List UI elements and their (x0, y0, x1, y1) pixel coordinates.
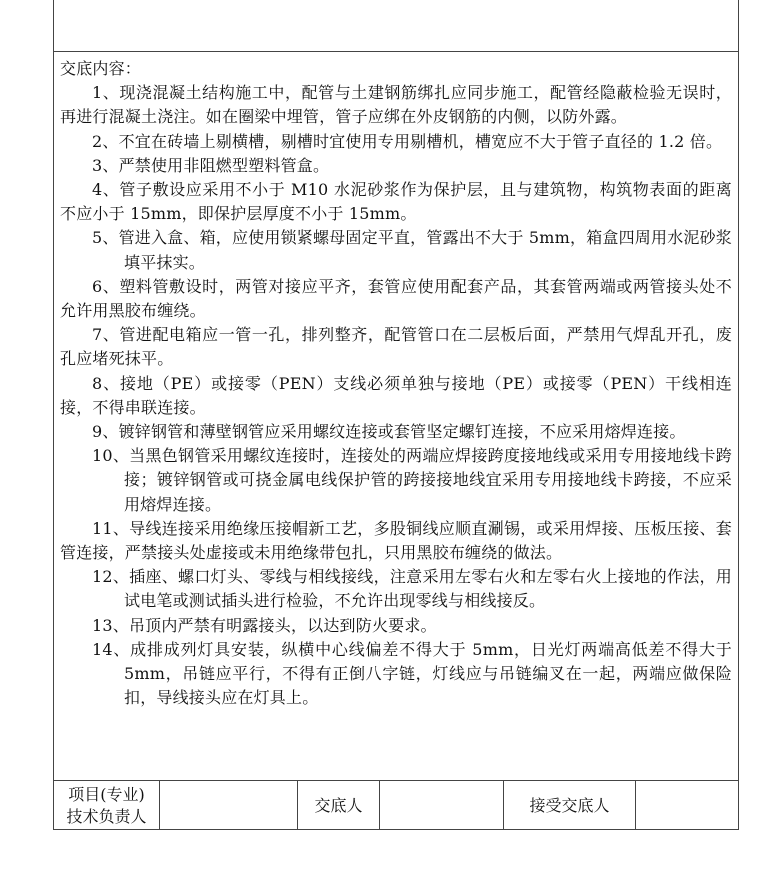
receiver-signature-field[interactable] (636, 781, 738, 830)
content-item-9: 9、镀锌钢管和薄壁钢管应采用螺纹连接或套管坚定螺钉连接，不应采用熔焊连接。 (92, 422, 686, 442)
content-item-13: 13、吊顶内严禁有明露接头，以达到防火要求。 (92, 615, 437, 635)
project-lead-signature-field[interactable] (160, 781, 298, 830)
project-lead-label-text: 项目(专业) 技术负责人 (66, 784, 147, 826)
content-item-3: 3、严禁使用非阻燃型塑料管盒。 (92, 155, 330, 175)
content-item-6: 6、塑料管敷设时，两管对接应平齐，套管应使用配套产品，其套管两端或两管接头处不允许用黑胶布缠绕。 (60, 276, 732, 321)
disclosure-form (53, 0, 739, 830)
content-item-10: 10、当黑色钢管采用螺纹连接时，连接处的两端应焊接跨度接地线或采用专用接地线卡跨接；镀锌钢管或可挠金属电线保护管的跨接接地线宜采用专用接地线卡跨接，不应采用熔焊连接。 (92, 446, 732, 514)
content-heading: 交底内容： (60, 59, 142, 78)
content-item-4: 4、管子敷设应采用不小于 M10 水泥砂浆作为保护层，且与建筑物，构筑物表面的距离不应小于 15mm，即保护层厚度不小于 15mm。 (60, 180, 732, 224)
presenter-label-text: 交底人 (314, 795, 363, 815)
content-item-12: 12、插座、螺口灯头、零线与相线接线，注意采用左零右火和左零右火上接地的作法，用试电笔或测试插头进行检验，不允许出现零线与相线接反。 (92, 567, 732, 611)
content-item-8: 8、接地（PE）或接零（PEN）支线必须单独与接地（PE）或接零（PEN）干线相连接，不得串联连接。 (60, 373, 732, 417)
presenter-signature-field[interactable] (380, 781, 504, 830)
content-item-2: 2、不宜在砖墙上剔横槽，剔槽时宜使用专用剔槽机，槽宽应不大于管子直径的 1.2 倍。 (92, 131, 723, 151)
presenter-label (298, 781, 380, 830)
receiver-label-text: 接受交底人 (529, 795, 610, 815)
content-item-14: 14、成排成列灯具安装，纵横中心线偏差不得大于 5mm，日光灯两端高低差不得大于 5mm，吊链应平行，不得有正倒八字链，灯线应与吊链编叉在一起，两端应做保险扣，导线接头应在灯具上。 (92, 639, 732, 708)
content-item-5: 5、管进入盒、箱，应使用锁紧螺母固定平直，管露出不大于 5mm，箱盒四周用水泥砂浆填平抹实。 (92, 228, 732, 272)
content-item-1: 1、现浇混凝土结构施工中，配管与土建钢筋绑扎应同步施工，配管经隐蔽检验无误时，再进行混凝土浇注。如在圈梁中埋管，管子应绑在外皮钢筋的内侧，以防外露。 (60, 83, 732, 127)
header-blank-cell (54, 0, 738, 52)
content-item-11: 11、导线连接采用绝缘压接帽新工艺，多股铜线应顺直涮锡，或采用焊接、压板压接、套管连接，严禁接头处虚接或未用绝缘带包扎，只用黑胶布缠绕的做法。 (60, 518, 732, 563)
disclosure-content (60, 57, 732, 710)
content-item-7: 7、管进配电箱应一管一孔，排列整齐，配管管口在二层板后面，严禁用气焊乱开孔，废孔应堵死抹平。 (60, 325, 732, 369)
receiver-label (504, 781, 636, 830)
project-lead-label (54, 781, 160, 830)
signature-row (54, 780, 738, 830)
